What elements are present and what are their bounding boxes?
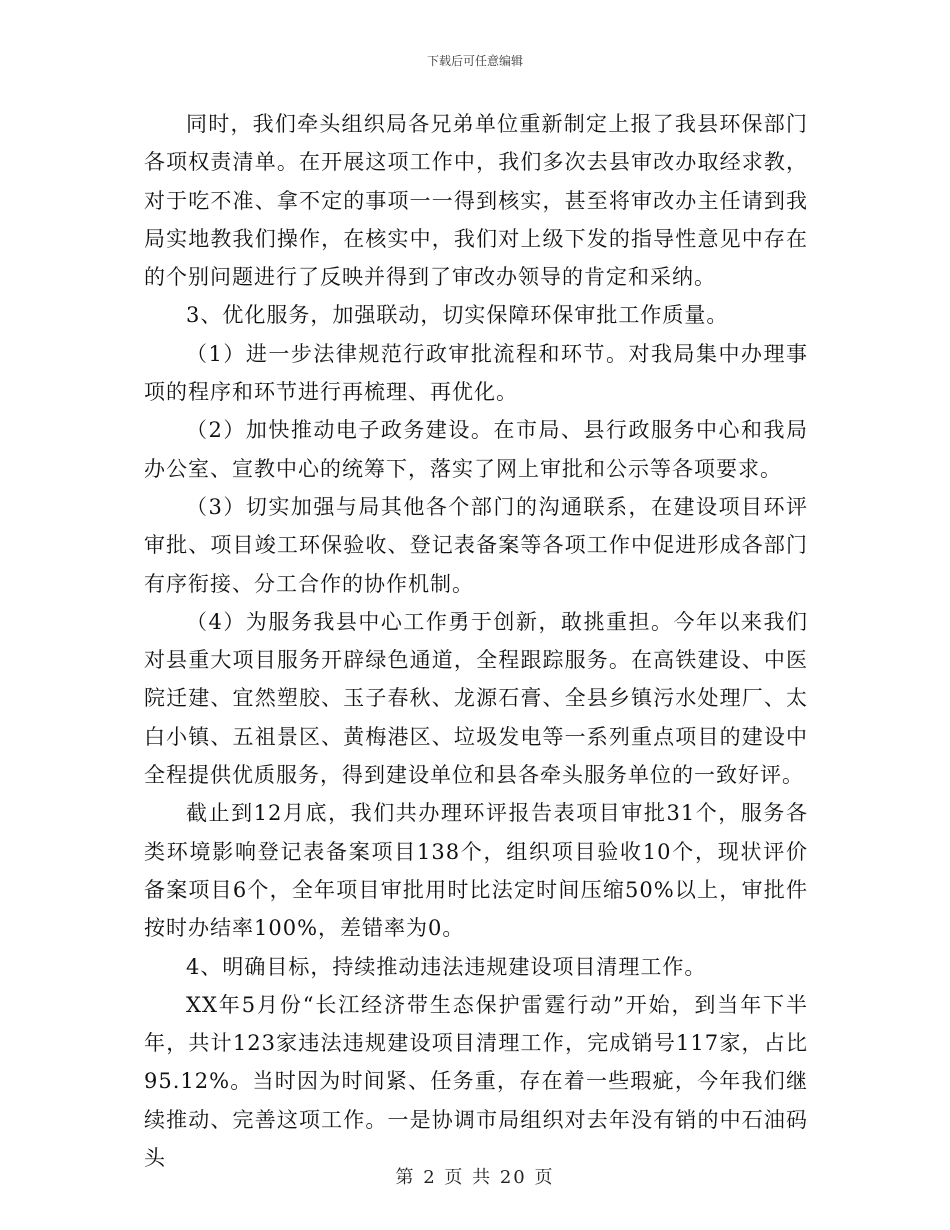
document-body (144, 105, 808, 1177)
paragraph: （4）为服务我县中心工作勇于创新，敢挑重担。今年以来我们对县重大项目服务开辟绿色通道，全程跟踪服务。在高铁建设、中医院迁建、宜然塑胶、玉子春秋、龙源石膏、全县乡镇污水处理厂、太白小镇、五祖景区、黄梅港区、垃圾发电等一系列重点项目的建设中全程提供优质服务，得到建设单位和县各牵头服务单位的一致好评。 (144, 609, 808, 788)
paragraph: 同时，我们牵头组织局各兄弟单位重新制定上报了我县环保部门各项权责清单。在开展这项工作中，我们多次去县审改办取经求教，对于吃不准、拿不定的事项一一得到核实，甚至将审改办主任请到我局实地教我们操作，在核实中，我们对上级下发的指导性意见中存在的个别问题进行了反映并得到了审改办领导的肯定和采纳。 (144, 112, 808, 290)
page-number-footer: 第 2 页 共 20 页 (395, 1167, 555, 1188)
paragraph: （2）加快推动电子政务建设。在市局、县行政服务中心和我局办公室、宣教中心的统筹下，落实了网上审批和公示等各项要求。 (144, 418, 808, 481)
paragraph: XX年5月份“长江经济带生态保护雷霆行动”开始，到当年下半年，共计123家违法违规建设项目清理工作，完成销号117家，占比95.12%。当时因为时间紧、任务重，存在着一些瑕疵，今年我们继续推动、完善这项工作。一是协调市局组织对去年没有销的中石油码头 (144, 992, 808, 1171)
paragraph: 截止到12月底，我们共办理环评报告表项目审批31个，服务各类环境影响登记表备案项目138个，组织项目验收10个，现状评价备案项目6个，全年项目审批用时比法定时间压缩50%以上，审批件按时办结率100%，差错率为0。 (144, 801, 808, 941)
page-header: 下载后可任意编辑 (426, 54, 523, 68)
paragraph: （1）进一步法律规范行政审批流程和环节。对我局集中办理事项的程序和环节进行再梳理、再优化。 (144, 341, 808, 405)
paragraph: （3）切实加强与局其他各个部门的沟通联系，在建设项目环评审批、项目竣工环保验收、登记表备案等各项工作中促进形成各部门有序衔接、分工合作的协作机制。 (144, 494, 808, 596)
section-heading: 4、明确目标，持续推动违法违规建设项目清理工作。 (186, 954, 707, 979)
section-heading: 3、优化服务，加强联动，切实保障环保审批工作质量。 (186, 303, 729, 328)
